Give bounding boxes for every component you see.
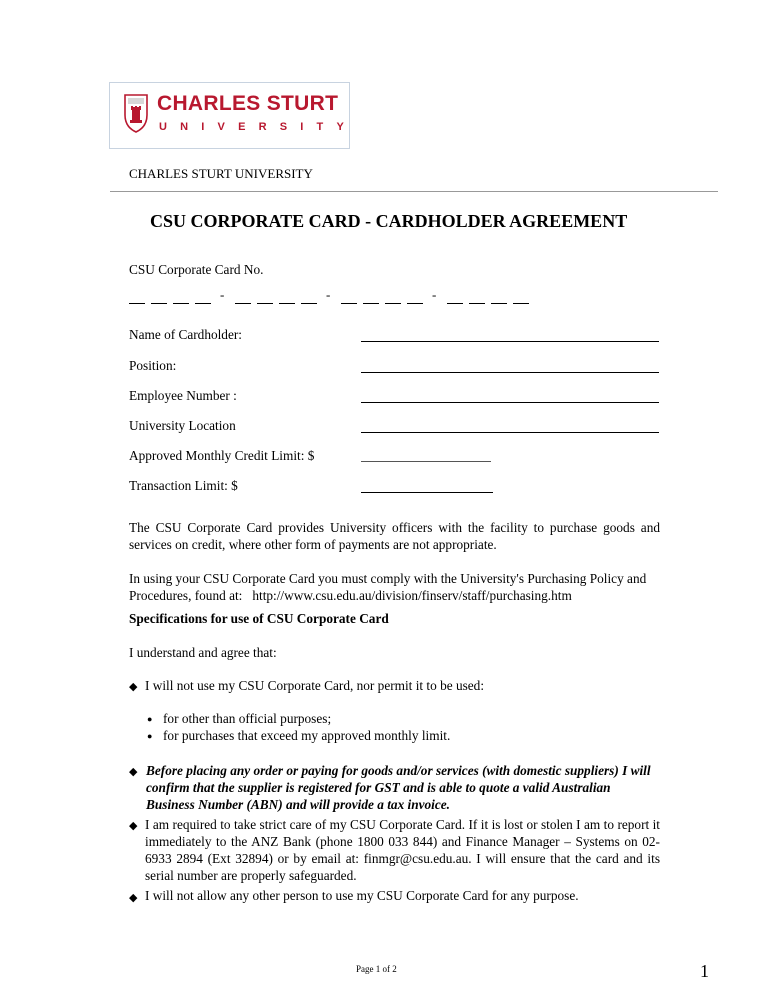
policy-paragraph xyxy=(129,570,660,604)
university-name: CHARLES STURT UNIVERSITY xyxy=(129,166,313,181)
card-number-label: CSU Corporate Card No. xyxy=(129,262,264,277)
spec-heading: Specifications for use of CSU Corporate Card xyxy=(129,611,389,626)
transaction-limit-label: Transaction Limit: $ xyxy=(129,478,238,493)
cardholder-name-label: Name of Cardholder: xyxy=(129,327,242,342)
dot-bullet-icon: ● xyxy=(147,714,153,724)
diamond-bullet-icon: ◆ xyxy=(129,820,138,832)
logo-wordmark: CHARLES STURT xyxy=(157,92,339,115)
sub-bullet-1: for other than official purposes; xyxy=(163,711,332,726)
university-logo xyxy=(109,82,358,149)
card-separator: - xyxy=(220,287,225,302)
page-footer-label: Page 1 of 2 xyxy=(356,964,397,974)
sub-bullet-2: for purchases that exceed my approved monthly limit. xyxy=(163,728,451,743)
header-divider xyxy=(110,191,718,192)
card-separator: - xyxy=(326,287,331,302)
university-location-field[interactable] xyxy=(361,432,659,433)
logo-subtitle: UNIVERSITY xyxy=(159,121,358,133)
bullet-4-text: I will not allow any other person to use my CSU Corporate Card for any purpose. xyxy=(145,888,579,903)
monthly-limit-field[interactable] xyxy=(361,461,491,462)
bullet-3-text: I am required to take strict care of my CSU Corporate Card. If it is lost or stolen I am to report it immediately to the ANZ Bank (phone 1800 033 844) and Finance Manager – Systems on 02-6933 2894 (Ext 32894) or by email at: finmgr@csu.edu.au. I will ensure that the card and its serial number are properly safeguarded. xyxy=(145,817,660,883)
employee-number-field[interactable] xyxy=(361,402,659,403)
card-number-field[interactable] xyxy=(129,287,689,307)
university-location-label: University Location xyxy=(129,418,236,433)
dot-bullet-icon: ● xyxy=(147,731,153,741)
position-label: Position: xyxy=(129,358,177,373)
monthly-limit-label: Approved Monthly Credit Limit: $ xyxy=(129,448,315,463)
policy-link[interactable]: http://www.csu.edu.au/division/finserv/staff/purchasing.htm xyxy=(252,588,572,603)
diamond-bullet-icon: ◆ xyxy=(129,766,138,778)
bullet-2-text: Before placing any order or paying for goods and/or services (with domestic suppliers) I will confirm that the supplier is registered for GST and is able to quote a valid Australian Business Number (ABN) and will provide a tax invoice. xyxy=(146,763,651,812)
policy-text: In using your CSU Corporate Card you must comply with the University's Purchasing Policy and Procedures, found at: xyxy=(129,571,647,603)
diamond-bullet-icon: ◆ xyxy=(129,892,138,904)
position-field[interactable] xyxy=(361,372,659,373)
employee-number-label: Employee Number : xyxy=(129,388,237,403)
transaction-limit-field[interactable] xyxy=(361,492,493,493)
page-title: CSU CORPORATE CARD - CARDHOLDER AGREEMENT xyxy=(150,211,628,231)
intro-paragraph: The CSU Corporate Card provides University officers with the facility to purchase goods and services on credit, where other form of payments are not appropriate. xyxy=(129,520,660,552)
crest-icon xyxy=(123,93,149,133)
bullet-1-text: I will not use my CSU Corporate Card, nor permit it to be used: xyxy=(145,678,485,693)
page-number: 1 xyxy=(700,961,709,981)
cardholder-name-field[interactable] xyxy=(361,341,659,342)
agree-intro: I understand and agree that: xyxy=(129,645,277,660)
card-separator: - xyxy=(432,287,437,302)
diamond-bullet-icon: ◆ xyxy=(129,681,138,693)
